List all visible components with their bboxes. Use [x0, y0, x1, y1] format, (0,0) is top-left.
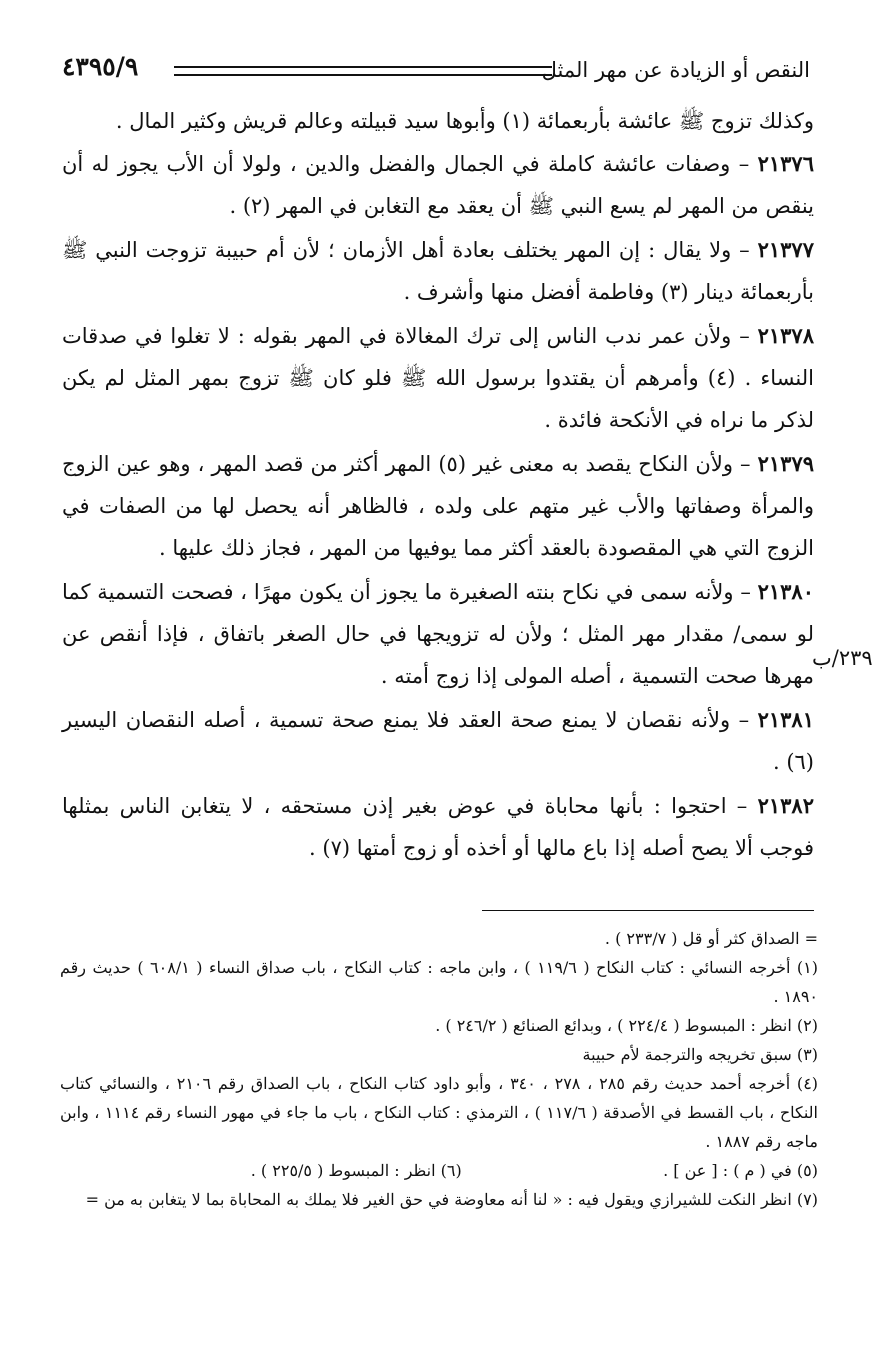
paragraph	[62, 699, 814, 783]
paragraph-number: ٢١٣٨١	[757, 707, 814, 732]
footnote-separator	[482, 910, 814, 911]
paragraph-text: – ولأنه نقصان لا يمنع صحة العقد فلا يمنع صحة تسمية ، أصله النقصان اليسير (٦) .	[62, 708, 814, 774]
paragraph-number: ٢١٣٧٩	[757, 451, 815, 476]
paragraph-number: ٢١٣٨٠	[757, 579, 814, 604]
paragraph-text: – ولا يقال : إن المهر يختلف بعادة أهل الأزمان ؛ لأن أم حبيبة تزوجت النبي ﷺ بأربعمائة دينار (٣) وفاطمة أفضل منها وأشرف .	[62, 238, 814, 304]
running-title: النقص أو الزيادة عن مهر المثل	[541, 58, 810, 82]
paragraph-text: – ولأن عمر ندب الناس إلى ترك المغالاة في المهر بقوله : لا تغلوا في صدقات النساء . (٤) وأمرهم أن يقتدوا برسول الله ﷺ فلو كان ﷺ تزوج بمهر المثل لم يكن لذكر ما نراه في الأنكحة فائدة .	[62, 324, 814, 432]
paragraph-text: – وصفات عائشة كاملة في الجمال والفضل والدين ، ولولا أن الأب يجوز له أن ينقص من المهر لم يسع النبي ﷺ أن يعقد مع التغابن في المهر (٢) .	[62, 152, 814, 218]
page-number: ٤٣٩٥/٩	[62, 52, 139, 81]
paragraph	[62, 229, 814, 313]
footnote: (٧) انظر النكت للشيرازي ويقول فيه : « لنا أنه معاوضة في حق الغير فلا يملك به المحاباة بما لا يتغابن به من =	[85, 1190, 818, 1209]
footnote: (١) أخرجه النسائي : كتاب النكاح ( ١١٩/٦ ) ، وابن ماجه : كتاب النكاح ، باب صداق النساء ( ٦٠٨/١ ) حديث رقم ١٨٩٠ .	[60, 958, 818, 1006]
footnote: (٦) انظر : المبسوط ( ٢٢٥/٥ ) .	[250, 1161, 462, 1180]
header-double-rule	[174, 66, 552, 76]
paragraph-number: ٢١٣٨٢	[757, 793, 814, 818]
paragraph	[62, 100, 814, 142]
main-text	[62, 100, 814, 869]
footnote: (٥) في ( م ) : [ عن ] .	[663, 1161, 818, 1180]
paragraph-number: ٢١٣٧٦	[757, 151, 814, 176]
paragraph	[62, 571, 814, 697]
paragraph-text: وكذلك تزوج ﷺ عائشة بأربعمائة (١) وأبوها سيد قبيلته وعالم قريش وكثير المال .	[115, 109, 814, 133]
footnote: (٣) سبق تخريجه والترجمة لأم حبيبة	[582, 1045, 818, 1064]
paragraph	[62, 443, 814, 569]
paragraph	[62, 785, 814, 869]
footnote-pair	[60, 1156, 818, 1185]
paragraph-text: – احتجوا : بأنها محاباة في عوض بغير إذن مستحقه ، لا يتغابن الناس بمثلها فوجب ألا يصح أصله إذا باع مالها أو أخذه أو زوج أمتها (٧) .	[62, 794, 814, 860]
paragraph	[62, 315, 814, 441]
paragraph	[62, 143, 814, 227]
page-header	[62, 52, 810, 92]
paragraph-number: ٢١٣٧٨	[757, 323, 814, 348]
paragraph-text: – ولأن النكاح يقصد به معنى غير (٥) المهر أكثر من قصد المهر ، وهو عين الزوج والمرأة وصفاتها والأب غير متهم على ولده ، فالظاهر أنه يحصل لها من الصفات في الزوج التي هي المقصودة بالعقد أكثر مما يوفيها من المهر ، فجاز ذلك عليها .	[62, 452, 814, 560]
footnote: (٢) انظر : المبسوط ( ٢٢٤/٤ ) ، وبدائع الصنائع ( ٢٤٦/٢ ) .	[435, 1016, 818, 1035]
footnotes	[60, 924, 818, 1214]
margin-folio-note: ٢٣٩/ب	[812, 646, 873, 670]
footnote: (٤) أخرجه أحمد حديث رقم ٢٨٥ ، ٢٧٨ ، ٣٤٠ ، وأبو داود كتاب النكاح ، باب الصداق رقم ٢١٠٦ ، والنسائي كتاب النكاح ، باب القسط في الأصدقة ( ١١٧/٦ ) ، الترمذي : كتاب النكاح ، باب ما جاء في مهور النساء رقم ١١١٤ ، وابن ماجه رقم ١٨٨٧ .	[60, 1074, 819, 1151]
paragraph-text: – ولأنه سمى في نكاح بنته الصغيرة ما يجوز أن يكون مهرًا ، فصحت التسمية كما لو سمى/ مقدار مهر المثل ؛ ولأن له تزويجها في حال الصغر باتفاق ، فإذا أنقص عن مهرها صحت التسمية ، أصله المولى إذا زوج أمته .	[62, 580, 814, 688]
footnote: = الصداق كثر أو قل ( ٢٣٣/٧ ) .	[604, 929, 818, 948]
paragraph-number: ٢١٣٧٧	[757, 237, 814, 262]
